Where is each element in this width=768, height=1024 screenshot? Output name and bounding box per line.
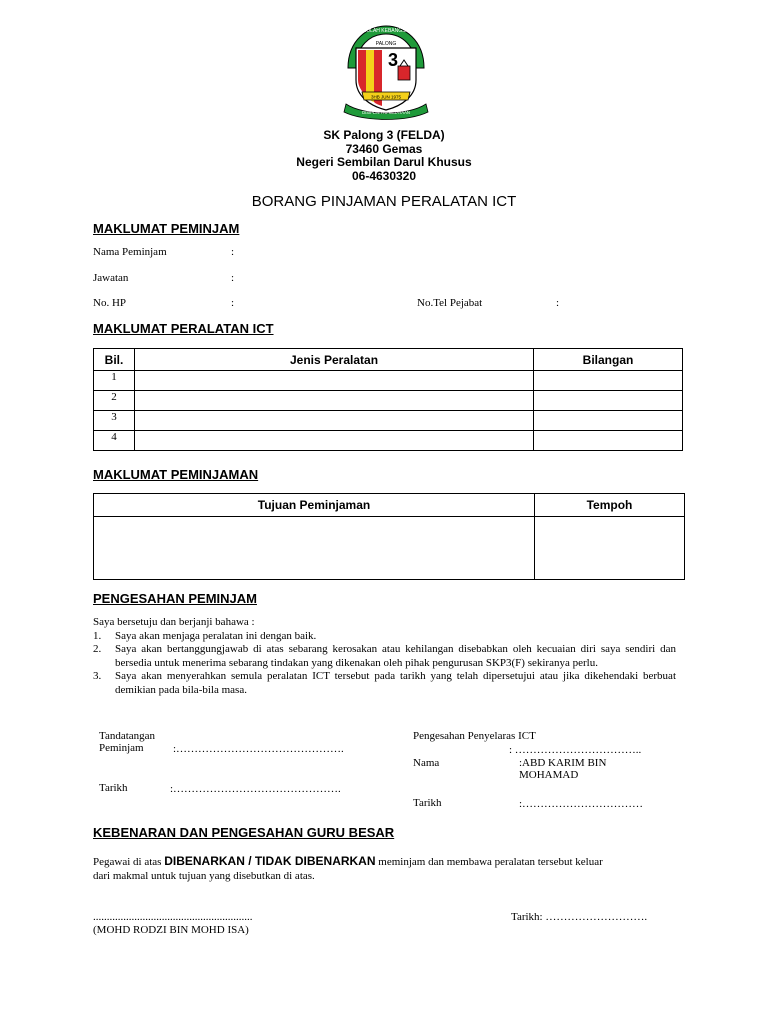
coordinator-sign-line[interactable]: : …………………………….. [509,744,642,756]
borrower-heading: MAKLUMAT PEMINJAM [93,221,240,236]
table-row [94,391,683,411]
form-title: BORANG PINJAMAN PERALATAN ICT [251,193,517,210]
equipment-row-num: 1 [94,371,135,391]
list-item: 3. Saya akan menyerahkan semula peralatan ICT tersebut pada tarikh yang telah dipersetujui atau jika dikehendaki berbuat demikian pada bila-bila masa. [93,670,676,696]
equipment-table [93,348,683,451]
coordinator-name-label: Nama [413,757,440,769]
confirmation-heading: PENGESAHAN PEMINJAM [93,591,257,606]
borrower-name-field[interactable] [240,243,680,259]
equipment-heading: MAKLUMAT PERALATAN ICT [93,321,274,336]
borrower-sign-line[interactable]: :………………………………………. [173,743,344,755]
table-row [94,411,683,431]
list-item: 1. Saya akan menjaga peralatan ini dengan baik. [93,629,317,642]
borrower-office-colon: : [556,297,560,309]
equipment-row-num: 3 [94,411,135,431]
equipment-row-num: 2 [94,391,135,411]
equipment-type-cell[interactable] [135,431,534,451]
loan-heading: MAKLUMAT PEMINJAMAN [93,467,259,482]
approval-heading: KEBENARAN DAN PENGESAHAN GURU BESAR [93,825,395,840]
borrower-position-label: Jawatan [93,272,129,284]
school-address [234,129,534,183]
table-row [94,431,683,451]
svg-text:PALONG: PALONG [375,41,397,47]
equipment-qty-cell[interactable] [534,371,683,391]
list-item: 2. Saya akan bertanggungjawab di atas sebarang kerosakan atau kehilangan disebabkan oleh kecuaian diri saya sendiri dan bersedia untuk menerima sebarang tindakan yang dikenakan oleh pihak pengurusan SKP3(F) sekiranya perlu. [93,643,676,669]
svg-text:SEKOLAH KEBANGSAAN: SEKOLAH KEBANGSAAN [356,28,416,34]
confirmation-intro: Saya bersetuju dan berjanji bahawa : [93,616,255,628]
school-state: Negeri Sembilan Darul Khusus [296,155,472,169]
school-name: SK Palong 3 (FELDA) [323,128,445,142]
loan-col-purpose: Tujuan Peminjaman [94,494,535,517]
borrower-hp-field[interactable] [240,294,410,310]
borrower-hp-colon: : [231,297,235,309]
borrower-name-label: Nama Peminjam [93,246,167,258]
coordinator-title: Pengesahan Penyelaras ICT [413,730,536,742]
borrower-office-label: No.Tel Pejabat [417,297,483,309]
loan-col-duration: Tempoh [535,494,685,517]
coordinator-name-value: :ABD KARIM BIN MOHAMAD [519,757,607,781]
coordinator-date-line[interactable]: :…………………………… [519,798,644,810]
svg-text:DISIPLIN ITU KEJAYAAN: DISIPLIN ITU KEJAYAAN [362,110,410,115]
borrower-name-colon: : [231,246,235,258]
equipment-col-jenis: Jenis Peralatan [135,349,534,371]
school-crest-logo [338,22,434,120]
equipment-col-bilangan: Bilangan [534,349,683,371]
loan-table [93,493,685,580]
loan-purpose-cell[interactable] [94,517,535,580]
headmaster-date-line[interactable]: Tarikh: ………………………. [511,911,648,923]
borrower-date-line[interactable]: :………………………………………. [170,783,341,795]
equipment-type-cell[interactable] [135,391,534,411]
borrower-hp-label: No. HP [93,297,127,309]
approval-status[interactable]: DIBENARKAN / TIDAK DIBENARKAN [164,854,376,868]
equipment-qty-cell[interactable] [534,431,683,451]
table-row [94,371,683,391]
borrower-position-colon: : [231,272,235,284]
coordinator-date-label: Tarikh [413,797,442,809]
equipment-type-cell[interactable] [135,411,534,431]
loan-duration-cell[interactable] [535,517,685,580]
borrower-sign-label: Tandatangan Peminjam [99,730,156,754]
borrower-office-field[interactable] [565,294,680,310]
equipment-col-bil: Bil. [94,349,135,371]
borrower-date-label: Tarikh [99,782,128,794]
approval-text: Pegawai di atas DIBENARKAN / TIDAK DIBENARKAN meminjam dan membawa peralatan tersebut keluar dari makmal untuk tujuan yang disebutkan di atas. [93,854,603,882]
equipment-qty-cell[interactable] [534,391,683,411]
confirmation-terms [93,616,676,697]
school-postcode: 73460 Gemas [345,141,423,156]
confirmation-list [93,630,676,698]
equipment-row-num: 4 [94,431,135,451]
borrower-position-field[interactable] [240,269,680,285]
equipment-qty-cell[interactable] [534,411,683,431]
headmaster-sign-line[interactable]: .......................................................... [93,911,253,923]
headmaster-name: (MOHD RODZI BIN MOHD ISA) [93,924,249,936]
svg-text:3HB JUN 1975: 3HB JUN 1975 [370,94,402,100]
equipment-type-cell[interactable] [135,371,534,391]
school-phone: 06-4630320 [351,168,417,183]
svg-text:3: 3 [388,50,399,70]
